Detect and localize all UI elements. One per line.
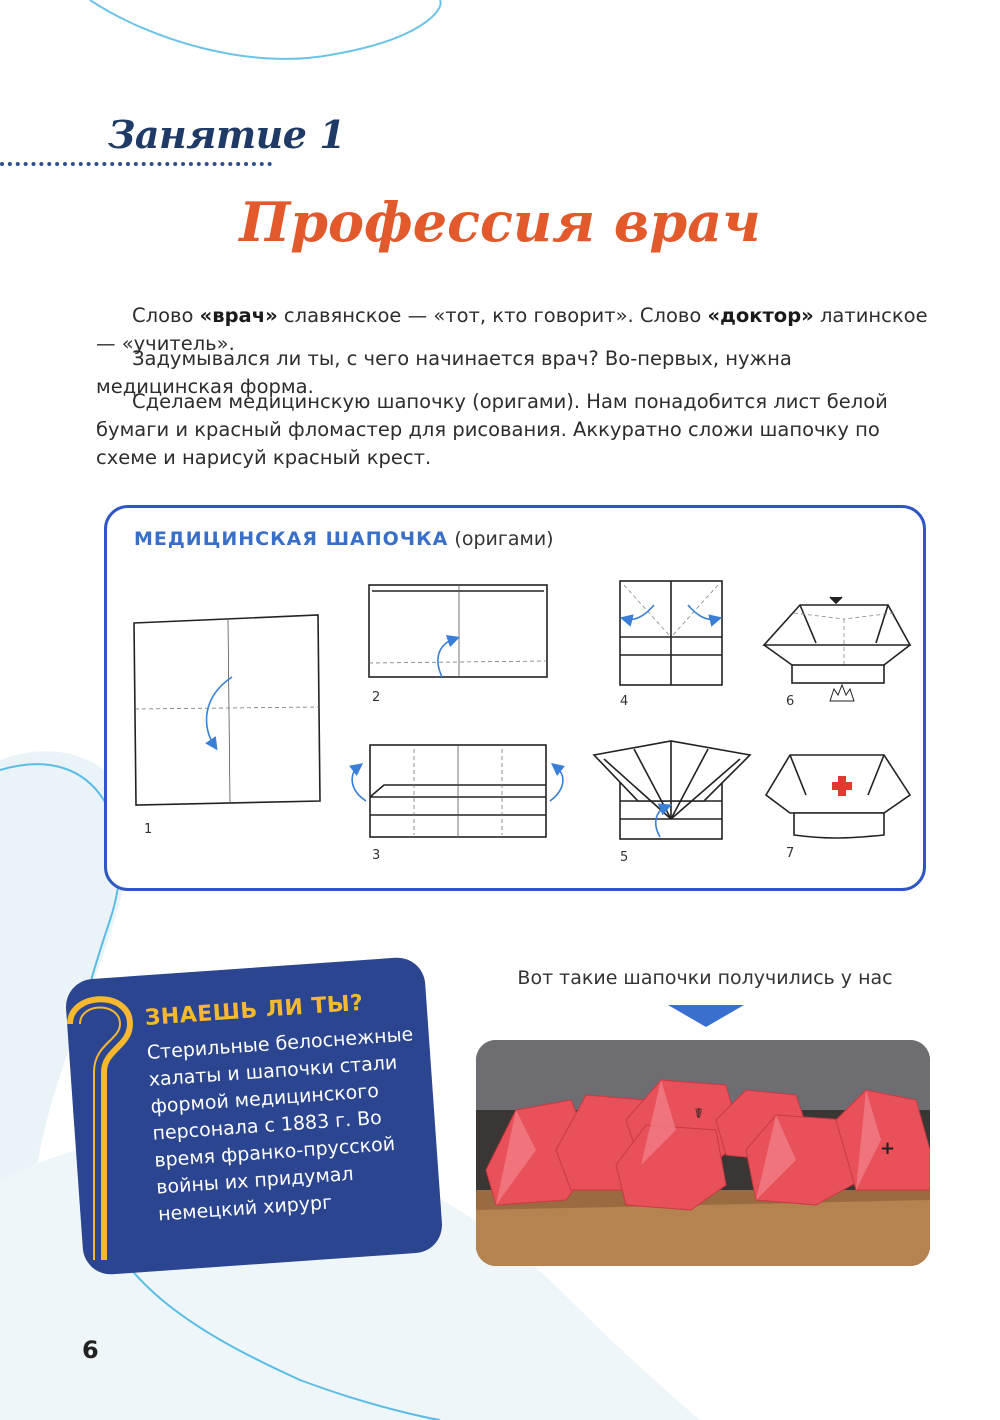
svg-text:+: + [880,1138,896,1159]
fact-text: Стерильные белоснежные халаты и шапочки стали формой медицинского персонала с 1883 г. Во время франко-прусской войны их придумал немецкий хирург [146,1023,414,1226]
step-1-sheet [134,615,320,805]
origami-diagram [104,505,926,891]
word-vrach: «врач» [199,304,278,327]
caption-pointer-arrow [668,1005,744,1027]
step-number-6: 6 [786,694,795,709]
step-number-4: 4 [620,694,629,709]
page-number: 6 [82,1336,99,1364]
step-3-fold [352,745,563,837]
word-doktor: «доктор» [707,304,814,327]
intro-paragraph-3: Сделаем медицинскую шапочку (оригами). Нам понадобится лист белой бумаги и красный фломастер для рисования. Аккуратно сложи шапочку по схеме и нарисуй красный крест. [96,390,888,469]
lesson-label: Занятие 1 [108,112,346,157]
scheme-title: МЕДИЦИНСКАЯ ШАПОЧКА (оригами) [134,528,554,550]
step-6-fold [764,597,910,701]
intro-paragraph-2: Задумывался ли ты, с чего начинается врач? Во-первых, нужна медицинская форма. [96,347,792,398]
svg-text:☤: ☤ [694,1106,704,1122]
photo-caption: Вот такие шапочки получились у нас [517,967,893,989]
page-title: Профессия врач [239,190,761,254]
step-5-fold [594,741,750,839]
dotted-divider [0,162,272,166]
fact-title: ЗНАЕШЬ ЛИ ТЫ? [144,990,365,1031]
step-number-3: 3 [372,848,381,863]
step-number-2: 2 [372,690,381,705]
step-2-fold [369,585,547,677]
step-7-finished-hat [766,755,910,838]
intro-paragraph-1: Слово «врач» славянское — «тот, кто говорит». Слово «доктор» латинское — «учитель». [96,304,928,355]
step-number-1: 1 [144,822,153,837]
step-4-fold [620,581,722,685]
step-number-5: 5 [620,850,629,865]
step-number-7: 7 [786,846,795,861]
hats-photo [476,1040,930,1266]
question-mark-icon [58,980,148,1280]
